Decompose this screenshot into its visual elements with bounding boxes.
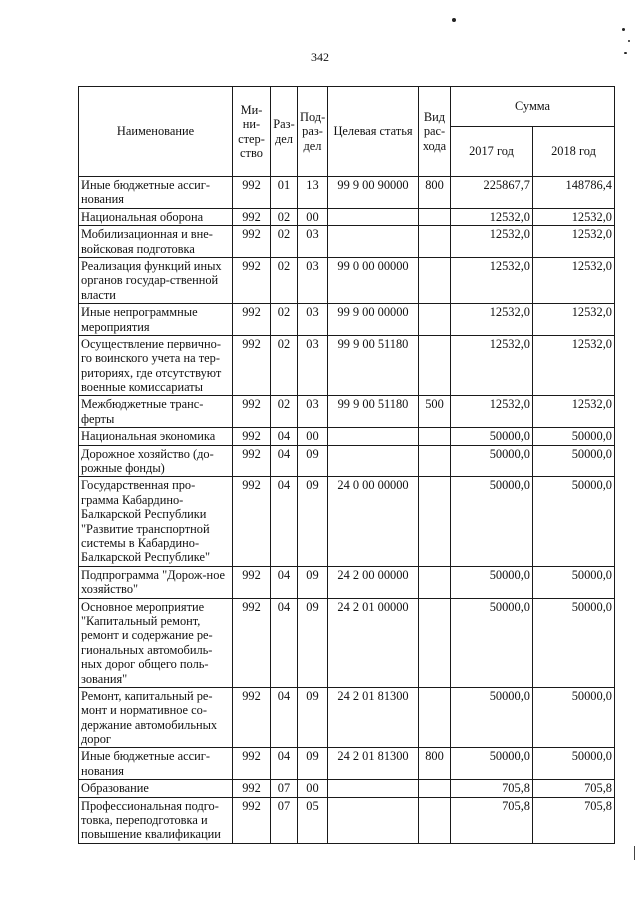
cell-subsection: 03 xyxy=(298,257,328,303)
cell-2017: 12532,0 xyxy=(451,226,533,258)
cell-expense-type: 800 xyxy=(419,177,451,209)
cell-expense-type xyxy=(419,445,451,477)
table-row xyxy=(79,177,615,209)
cell-2018: 12532,0 xyxy=(533,208,615,225)
cell-2018: 148786,4 xyxy=(533,177,615,209)
table-row xyxy=(79,598,615,687)
cell-section: 02 xyxy=(271,304,298,336)
cell-name: Межбюджетные транс-ферты xyxy=(79,396,233,428)
cell-2018: 12532,0 xyxy=(533,226,615,258)
cell-target: 24 2 01 81300 xyxy=(328,687,419,748)
table-row xyxy=(79,687,615,748)
cell-2017: 50000,0 xyxy=(451,566,533,598)
cell-name: Государственная про-грамма Кабардино-Балкарской Республики "Развитие транспортной системы в Кабардино-Балкарской Республике" xyxy=(79,477,233,566)
cell-2018: 50000,0 xyxy=(533,748,615,780)
cell-name: Образование xyxy=(79,780,233,797)
cell-expense-type: 500 xyxy=(419,396,451,428)
cell-section: 04 xyxy=(271,428,298,445)
cell-target: 99 9 00 90000 xyxy=(328,177,419,209)
cell-name: Иные непрограммные мероприятия xyxy=(79,304,233,336)
cell-name: Реализация функций иных органов государ-ственной власти xyxy=(79,257,233,303)
cell-subsection: 09 xyxy=(298,687,328,748)
cell-subsection: 00 xyxy=(298,780,328,797)
cell-subsection: 09 xyxy=(298,748,328,780)
cell-expense-type xyxy=(419,304,451,336)
table-row xyxy=(79,226,615,258)
scan-speck xyxy=(622,28,625,31)
cell-expense-type: 800 xyxy=(419,748,451,780)
header-sum: Сумма xyxy=(451,87,615,127)
cell-ministry: 992 xyxy=(233,566,271,598)
cell-2018: 12532,0 xyxy=(533,335,615,396)
cell-subsection: 03 xyxy=(298,304,328,336)
cell-expense-type xyxy=(419,257,451,303)
cell-name: Национальная экономика xyxy=(79,428,233,445)
cell-ministry: 992 xyxy=(233,797,271,843)
cell-section: 04 xyxy=(271,598,298,687)
cell-2018: 705,8 xyxy=(533,780,615,797)
cell-2017: 705,8 xyxy=(451,797,533,843)
cell-ministry: 992 xyxy=(233,428,271,445)
cell-expense-type xyxy=(419,687,451,748)
cell-name: Подпрограмма "Дорож-ное хозяйство" xyxy=(79,566,233,598)
cell-target: 24 2 01 00000 xyxy=(328,598,419,687)
cell-2018: 12532,0 xyxy=(533,257,615,303)
table-row xyxy=(79,428,615,445)
cell-ministry: 992 xyxy=(233,598,271,687)
cell-2017: 50000,0 xyxy=(451,748,533,780)
cell-2017: 50000,0 xyxy=(451,428,533,445)
cell-section: 02 xyxy=(271,396,298,428)
cell-subsection: 09 xyxy=(298,566,328,598)
cell-2018: 50000,0 xyxy=(533,598,615,687)
header-target: Целевая статья xyxy=(328,87,419,177)
cell-ministry: 992 xyxy=(233,780,271,797)
cell-target xyxy=(328,208,419,225)
scan-speck xyxy=(624,52,627,54)
cell-ministry: 992 xyxy=(233,177,271,209)
cell-subsection: 00 xyxy=(298,208,328,225)
page-number: 342 xyxy=(311,50,329,64)
cell-ministry: 992 xyxy=(233,445,271,477)
table-row xyxy=(79,396,615,428)
cell-section: 07 xyxy=(271,780,298,797)
cell-2017: 50000,0 xyxy=(451,687,533,748)
cell-2017: 50000,0 xyxy=(451,445,533,477)
cell-section: 01 xyxy=(271,177,298,209)
header-year-2017: 2017 год xyxy=(451,127,533,177)
cell-expense-type xyxy=(419,226,451,258)
cell-ministry: 992 xyxy=(233,748,271,780)
header-year-2018: 2018 год xyxy=(533,127,615,177)
cell-expense-type xyxy=(419,477,451,566)
cell-subsection: 03 xyxy=(298,226,328,258)
table-row xyxy=(79,445,615,477)
cell-target: 99 9 00 51180 xyxy=(328,335,419,396)
table-row xyxy=(79,566,615,598)
cell-name: Национальная оборона xyxy=(79,208,233,225)
cell-expense-type xyxy=(419,335,451,396)
cell-subsection: 05 xyxy=(298,797,328,843)
cell-target: 99 9 00 51180 xyxy=(328,396,419,428)
cell-target: 24 0 00 00000 xyxy=(328,477,419,566)
cell-section: 04 xyxy=(271,566,298,598)
cell-expense-type xyxy=(419,797,451,843)
cell-ministry: 992 xyxy=(233,477,271,566)
cell-name: Иные бюджетные ассиг-нования xyxy=(79,177,233,209)
table-body xyxy=(79,177,615,844)
table-row xyxy=(79,208,615,225)
cell-2017: 50000,0 xyxy=(451,477,533,566)
cell-section: 02 xyxy=(271,335,298,396)
cell-ministry: 992 xyxy=(233,335,271,396)
cell-section: 04 xyxy=(271,748,298,780)
cell-name: Основное мероприятие "Капитальный ремонт, ремонт и содержание ре-гиональных автомобиль-ных дорог общего поль-зования" xyxy=(79,598,233,687)
cell-2017: 12532,0 xyxy=(451,208,533,225)
cell-expense-type xyxy=(419,598,451,687)
cell-2018: 12532,0 xyxy=(533,304,615,336)
table-row xyxy=(79,780,615,797)
cell-name: Осуществление первично-го воинского учета на тер-риториях, где отсутствуют военные комиссариаты xyxy=(79,335,233,396)
cell-target xyxy=(328,780,419,797)
table-row xyxy=(79,257,615,303)
cell-ministry: 992 xyxy=(233,396,271,428)
cell-expense-type xyxy=(419,780,451,797)
cell-target: 99 0 00 00000 xyxy=(328,257,419,303)
cell-expense-type xyxy=(419,428,451,445)
cell-2017: 705,8 xyxy=(451,780,533,797)
cell-ministry: 992 xyxy=(233,257,271,303)
budget-table xyxy=(78,86,615,844)
cell-2017: 12532,0 xyxy=(451,304,533,336)
table-row xyxy=(79,477,615,566)
cell-target xyxy=(328,226,419,258)
cell-target: 24 2 01 81300 xyxy=(328,748,419,780)
cell-2017: 50000,0 xyxy=(451,598,533,687)
cell-2018: 50000,0 xyxy=(533,477,615,566)
header-ministry: Ми-ни-стер-ство xyxy=(233,87,271,177)
cell-ministry: 992 xyxy=(233,208,271,225)
cell-2018: 50000,0 xyxy=(533,428,615,445)
table-row xyxy=(79,304,615,336)
scan-mark xyxy=(634,846,635,860)
cell-2018: 12532,0 xyxy=(533,396,615,428)
cell-2017: 12532,0 xyxy=(451,257,533,303)
cell-target xyxy=(328,445,419,477)
table-row xyxy=(79,335,615,396)
cell-expense-type xyxy=(419,208,451,225)
cell-subsection: 03 xyxy=(298,396,328,428)
cell-ministry: 992 xyxy=(233,687,271,748)
cell-name: Иные бюджетные ассиг-нования xyxy=(79,748,233,780)
cell-target xyxy=(328,428,419,445)
cell-subsection: 03 xyxy=(298,335,328,396)
header-name: Наименование xyxy=(79,87,233,177)
cell-section: 02 xyxy=(271,208,298,225)
table-row xyxy=(79,748,615,780)
cell-expense-type xyxy=(419,566,451,598)
cell-name: Мобилизационная и вне-войсковая подготовка xyxy=(79,226,233,258)
cell-subsection: 09 xyxy=(298,598,328,687)
header-section: Раз-дел xyxy=(271,87,298,177)
scan-speck xyxy=(452,18,456,22)
cell-2017: 12532,0 xyxy=(451,396,533,428)
scan-speck xyxy=(628,40,630,42)
cell-name: Ремонт, капитальный ре-монт и нормативное со-держание автомобильных дорог xyxy=(79,687,233,748)
cell-target xyxy=(328,797,419,843)
cell-2018: 50000,0 xyxy=(533,445,615,477)
header-expense-type: Вид рас-хода xyxy=(419,87,451,177)
cell-2018: 50000,0 xyxy=(533,566,615,598)
header-subsection: Под-раз-дел xyxy=(298,87,328,177)
cell-section: 07 xyxy=(271,797,298,843)
cell-subsection: 13 xyxy=(298,177,328,209)
cell-target: 99 9 00 00000 xyxy=(328,304,419,336)
table-row xyxy=(79,797,615,843)
cell-section: 04 xyxy=(271,445,298,477)
cell-name: Профессиональная подго-товка, переподготовка и повышение квалификации xyxy=(79,797,233,843)
cell-subsection: 00 xyxy=(298,428,328,445)
cell-2018: 705,8 xyxy=(533,797,615,843)
cell-subsection: 09 xyxy=(298,445,328,477)
cell-subsection: 09 xyxy=(298,477,328,566)
cell-name: Дорожное хозяйство (до-рожные фонды) xyxy=(79,445,233,477)
cell-section: 02 xyxy=(271,226,298,258)
cell-2018: 50000,0 xyxy=(533,687,615,748)
cell-target: 24 2 00 00000 xyxy=(328,566,419,598)
cell-2017: 225867,7 xyxy=(451,177,533,209)
cell-section: 04 xyxy=(271,687,298,748)
cell-2017: 12532,0 xyxy=(451,335,533,396)
cell-ministry: 992 xyxy=(233,226,271,258)
cell-section: 04 xyxy=(271,477,298,566)
cell-ministry: 992 xyxy=(233,304,271,336)
cell-section: 02 xyxy=(271,257,298,303)
